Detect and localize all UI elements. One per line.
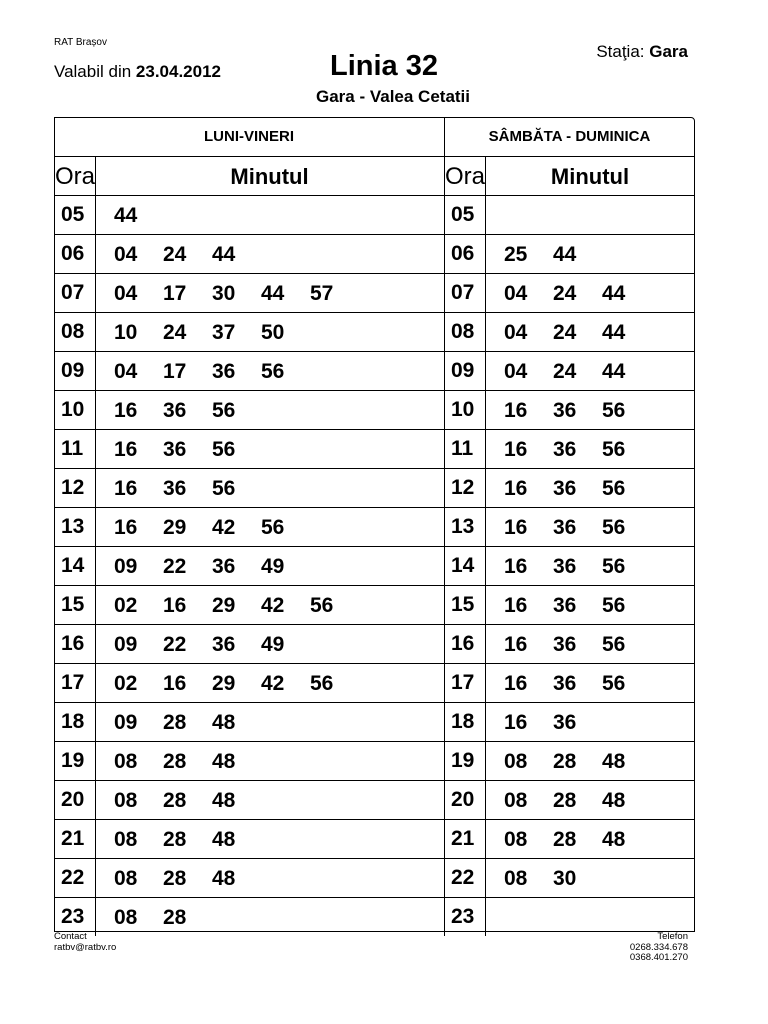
hour-cell: 15 [451,593,475,616]
hour-cell: 13 [451,515,475,538]
page-title: Linia 32 [330,50,438,82]
minute-cell: 16 [504,633,528,656]
minute-cell: 16 [504,477,528,500]
minute-cell: 16 [504,711,528,734]
minute-cell: 08 [504,828,528,851]
hour-column-header: Ora [445,163,486,190]
minute-cell: 16 [504,594,528,617]
minute-cell: 48 [212,828,236,851]
minute-cell: 28 [163,828,187,851]
minute-cell: 56 [602,555,626,578]
minute-cell: 16 [504,438,528,461]
minute-cell: 48 [212,867,236,890]
minute-cell: 48 [602,750,626,773]
phone-number: 0368.401.270 [629,952,688,963]
minute-cell: 56 [261,360,285,383]
minute-cell: 49 [261,555,285,578]
hour-cell: 13 [61,515,85,538]
minute-cell: 28 [163,789,187,812]
minute-cell: 56 [602,594,626,617]
minute-cell: 36 [163,477,187,500]
minute-cell: 36 [163,399,187,422]
minute-cell: 09 [114,633,138,656]
minute-cell: 30 [553,867,577,890]
minute-cell: 56 [602,438,626,461]
minute-cell: 44 [602,321,626,344]
minute-cell: 08 [504,867,528,890]
hour-cell: 07 [451,281,475,304]
minute-cell: 36 [163,438,187,461]
minute-cell: 56 [261,516,285,539]
minute-cell: 02 [114,672,138,695]
minute-cell: 24 [553,282,577,305]
hour-cell: 19 [61,749,85,772]
minute-cell: 16 [163,672,187,695]
hour-cell: 20 [61,788,85,811]
hour-cell: 21 [451,827,475,850]
minute-cell: 44 [602,360,626,383]
minute-cell: 37 [212,321,236,344]
minute-cell: 56 [212,399,236,422]
minute-cell: 36 [553,438,577,461]
minute-cell: 44 [602,282,626,305]
hour-cell: 17 [451,671,475,694]
minute-cell: 16 [114,399,138,422]
hour-column-header: Ora [55,163,96,190]
minute-cell: 44 [553,243,577,266]
minute-cell: 56 [212,477,236,500]
minute-cell: 04 [114,243,138,266]
minute-cell: 56 [310,594,334,617]
minute-cell: 56 [602,633,626,656]
minute-cell: 10 [114,321,138,344]
minute-cell: 36 [553,516,577,539]
minute-cell: 08 [504,750,528,773]
minute-cell: 48 [212,750,236,773]
weekend-header: SÂMBĂTA - DUMINICA [488,128,651,145]
hour-cell: 06 [61,242,85,265]
minute-cell: 48 [602,828,626,851]
minute-cell: 44 [114,204,138,227]
minute-cell: 56 [602,516,626,539]
minute-cell: 42 [212,516,236,539]
minute-cell: 24 [553,360,577,383]
phone-info [630,932,688,964]
minute-cell: 29 [212,672,236,695]
minute-cell: 42 [261,672,285,695]
hour-cell: 21 [61,827,85,850]
minute-cell: 22 [163,633,187,656]
minute-cell: 28 [553,750,577,773]
hour-cell: 20 [451,788,475,811]
minute-cell: 16 [114,438,138,461]
hour-cell: 05 [451,203,475,226]
minute-cell: 48 [212,711,236,734]
phone-label: Telefon [657,931,688,942]
minute-cell: 25 [504,243,528,266]
minute-cell: 48 [602,789,626,812]
minute-cell: 08 [114,789,138,812]
minute-cell: 36 [212,555,236,578]
minute-cell: 08 [114,828,138,851]
hour-cell: 16 [61,632,85,655]
minute-cell: 08 [114,750,138,773]
minute-cell: 28 [163,711,187,734]
minute-cell: 24 [163,321,187,344]
minute-column-header: Minutul [230,164,309,189]
hour-cell: 11 [451,437,474,460]
minute-cell: 29 [212,594,236,617]
minute-cell: 44 [212,243,236,266]
hour-cell: 23 [61,905,85,928]
minute-cell: 28 [163,867,187,890]
minute-cell: 36 [553,711,577,734]
minute-cell: 16 [114,516,138,539]
hour-cell: 10 [451,398,475,421]
minute-cell: 42 [261,594,285,617]
minute-cell: 36 [553,633,577,656]
minute-cell: 16 [163,594,187,617]
minute-cell: 56 [212,438,236,461]
minute-cell: 49 [261,633,285,656]
minute-cell: 56 [602,477,626,500]
valid-label: Valabil din [54,62,132,81]
minute-cell: 44 [261,282,285,305]
minute-cell: 09 [114,555,138,578]
hour-cell: 05 [61,203,85,226]
minute-cell: 22 [163,555,187,578]
minute-cell: 16 [504,672,528,695]
station-name: Gara [649,42,688,61]
hour-cell: 07 [61,281,85,304]
hour-cell: 08 [61,320,85,343]
minute-cell: 30 [212,282,236,305]
minute-column-header: Minutul [550,164,630,189]
contact [54,932,116,953]
minute-cell: 17 [163,282,187,305]
minute-cell: 04 [504,360,528,383]
hour-cell: 18 [451,710,475,733]
minute-cell: 36 [212,633,236,656]
minute-cell: 02 [114,594,138,617]
minute-cell: 56 [602,399,626,422]
route-name: Gara - Valea Cetatii [315,87,471,106]
hour-cell: 12 [61,476,85,499]
hour-cell: 10 [61,398,85,421]
hour-cell: 12 [451,476,475,499]
minute-cell: 28 [163,906,187,929]
minute-cell: 08 [504,789,528,812]
minute-cell: 36 [553,672,577,695]
hour-cell: 22 [451,866,475,889]
hour-cell: 08 [451,320,475,343]
minute-cell: 09 [114,711,138,734]
valid-date: 23.04.2012 [135,62,222,81]
minute-cell: 29 [163,516,187,539]
hour-cell: 09 [61,359,85,382]
minute-cell: 28 [553,828,577,851]
minute-cell: 56 [602,672,626,695]
minute-cell: 36 [212,360,236,383]
minute-cell: 08 [114,906,138,929]
hour-cell: 17 [61,671,85,694]
hour-cell: 15 [61,593,85,616]
station [596,42,688,62]
hour-cell: 06 [451,242,475,265]
minute-cell: 04 [504,282,528,305]
hour-cell: 09 [451,359,475,382]
hour-cell: 11 [61,437,84,460]
minute-cell: 36 [553,555,577,578]
minute-cell: 57 [310,282,334,305]
minute-cell: 28 [553,789,577,812]
contact-label: Contact [54,931,87,942]
minute-cell: 16 [114,477,138,500]
minute-cell: 08 [114,867,138,890]
phone-number: 0268.334.678 [629,941,688,953]
minute-cell: 04 [114,282,138,305]
minute-cell: 36 [553,594,577,617]
weekday-header: LUNI-VINERI [204,128,294,145]
minute-cell: 16 [504,399,528,422]
minute-cell: 36 [553,399,577,422]
minute-cell: 24 [553,321,577,344]
company-name: RAT Brașov [54,37,107,48]
hour-cell: 16 [451,632,475,655]
hour-cell: 14 [451,554,475,577]
station-label: Staţia: [596,42,645,61]
minute-cell: 28 [163,750,187,773]
minute-cell: 24 [163,243,187,266]
column-divider [444,117,445,936]
minute-cell: 04 [114,360,138,383]
hour-cell: 22 [61,866,85,889]
hour-cell: 19 [451,749,475,772]
minute-cell: 16 [504,555,528,578]
hour-cell: 18 [61,710,85,733]
minute-cell: 36 [553,477,577,500]
minute-cell: 17 [163,360,187,383]
hour-cell: 14 [61,554,85,577]
hour-cell: 23 [451,905,475,928]
minute-cell: 48 [212,789,236,812]
contact-email: ratbv@ratbv.ro [54,941,117,953]
minute-cell: 16 [504,516,528,539]
minute-cell: 04 [504,321,528,344]
minute-cell: 56 [310,672,334,695]
minute-cell: 50 [261,321,285,344]
